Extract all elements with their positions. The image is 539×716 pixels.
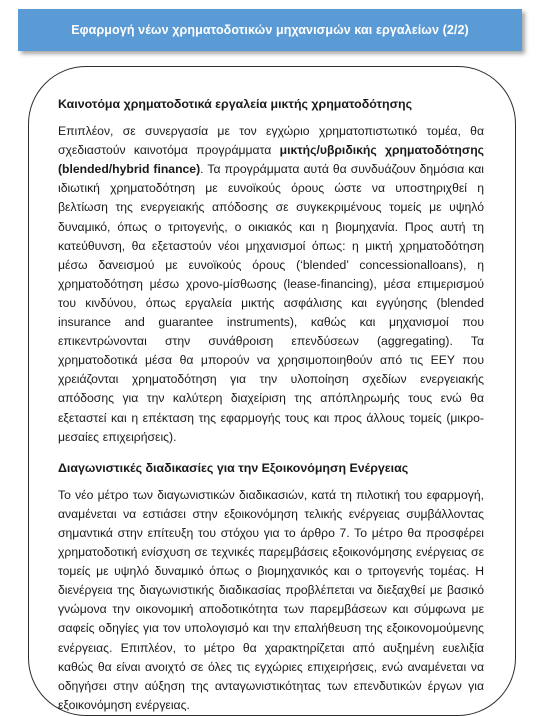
- section-paragraph-blended-finance: [58, 122, 484, 447]
- paragraph-text-end: . Τα προγράμματα αυτά θα συνδυάζουν δημόσια και ιδιωτική χρηματοδότηση με ευνοϊκούς όρους ώστε να υποστηριχθεί η βελτίωση της ενεργειακής απόδοσης σε συγκεκριμένους τομείς με υψηλό δυναμικό, όπως ο τριτογενής, ο οικιακός και η βιομηχανία. Προς αυτή τη κατεύθυνση, θα εξεταστούν νέοι μηχανισμοί όπως: η μικτή χρηματοδότηση μέσω δανεισμού με ευνοϊκούς όρους (‘blended’ concessionalloans), η χρηματοδότηση μέσω χρονο-μίσθωσης (lease-financing), μέσα επιμερισμού του κινδύνου, όπως εργαλεία μικτής ασφάλισης και εγγύησης (blended insurance and guarantee instruments), καθώς και μηχανισμοί που επικεντρώνονται στην συνάθροιση επενδύσεων (aggregating). Τα χρηματοδοτικά μέσα θα μπορούν να χρησιμοποιηθούν από τις ΕΕΥ που χρειάζονται χρηματοδότηση για την υλοποίηση σχεδίων ενεργειακής απόδοσης για την καλύτερη διαχείριση της απόπληρωμής τους ενώ θα εξεταστεί και η επέκταση της εφαρμογής τους και προς άλλους τομείς (μικρο-μεσαίες επιχειρήσεις).: [58, 162, 484, 444]
- section-paragraph-auctions: Το νέο μέτρο των διαγωνιστικών διαδικασιών, κατά τη πιλοτική του εφαρμογή, αναμένεται να εστιάσει στην εξοικονόμηση τελικής ενέργειας συμβάλλοντας σημαντικά στην επίτευξη του στόχου για το άρθρο 7. Το μέτρο θα προσφέρει χρηματοδοτική ενίσχυση σε τεχνικές παρεμβάσεις εξοικονόμησης ενέργειας σε τομείς με υψηλό δυναμικό όπως ο βιομηχανικός και ο τριτογενής τομέας. Η διενέργεια της διαγωνιστικής διαδικασίας προβλέπεται να διεξαχθεί με βασικό γνώμονα την οικονομική αποδοτικότητα των παρεμβάσεων και σύμφωνα με σαφείς οδηγίες για τον υπολογισμό και την επαλήθευση της εξοικονομούμενης ενέργειας. Επιπλέον, το μέτρο θα χαρακτηρίζεται από αυξημένη ευελιξία καθώς θα είναι ανοιχτό σε όλες τις εγχώριες επιχειρήσεις, ενώ αναμένεται να οδηγήσει στην αύξηση της ανταγωνιστικότητας των επενδυτικών έργων για εξοικονόμηση ενέργειας.: [58, 487, 484, 712]
- paragraph-bold-term: μικτής/υβριδικής χρηματοδότησης (blended/hybrid finance): [58, 143, 484, 177]
- slide-title-banner: [18, 9, 522, 51]
- content-body: [58, 95, 484, 715]
- section-heading-blended-finance: Καινοτόμα χρηματοδοτικά εργαλεία μικτής χρηματοδότησης: [58, 97, 413, 111]
- section-heading-auctions: Διαγωνιστικές διαδικασίες για την Εξοικονόμηση Ενέργειας: [58, 460, 409, 475]
- paragraph-text-start: Επιπλέον, σε συνεργασία με τον εγχώριο χρηματοπιστωτικό τομέα, θα σχεδιαστούν καινοτόμα προγράμματα: [58, 124, 484, 158]
- slide-title: Εφαρμογή νέων χρηματοδοτικών μηχανισμών και εργαλείων (2/2): [71, 23, 469, 37]
